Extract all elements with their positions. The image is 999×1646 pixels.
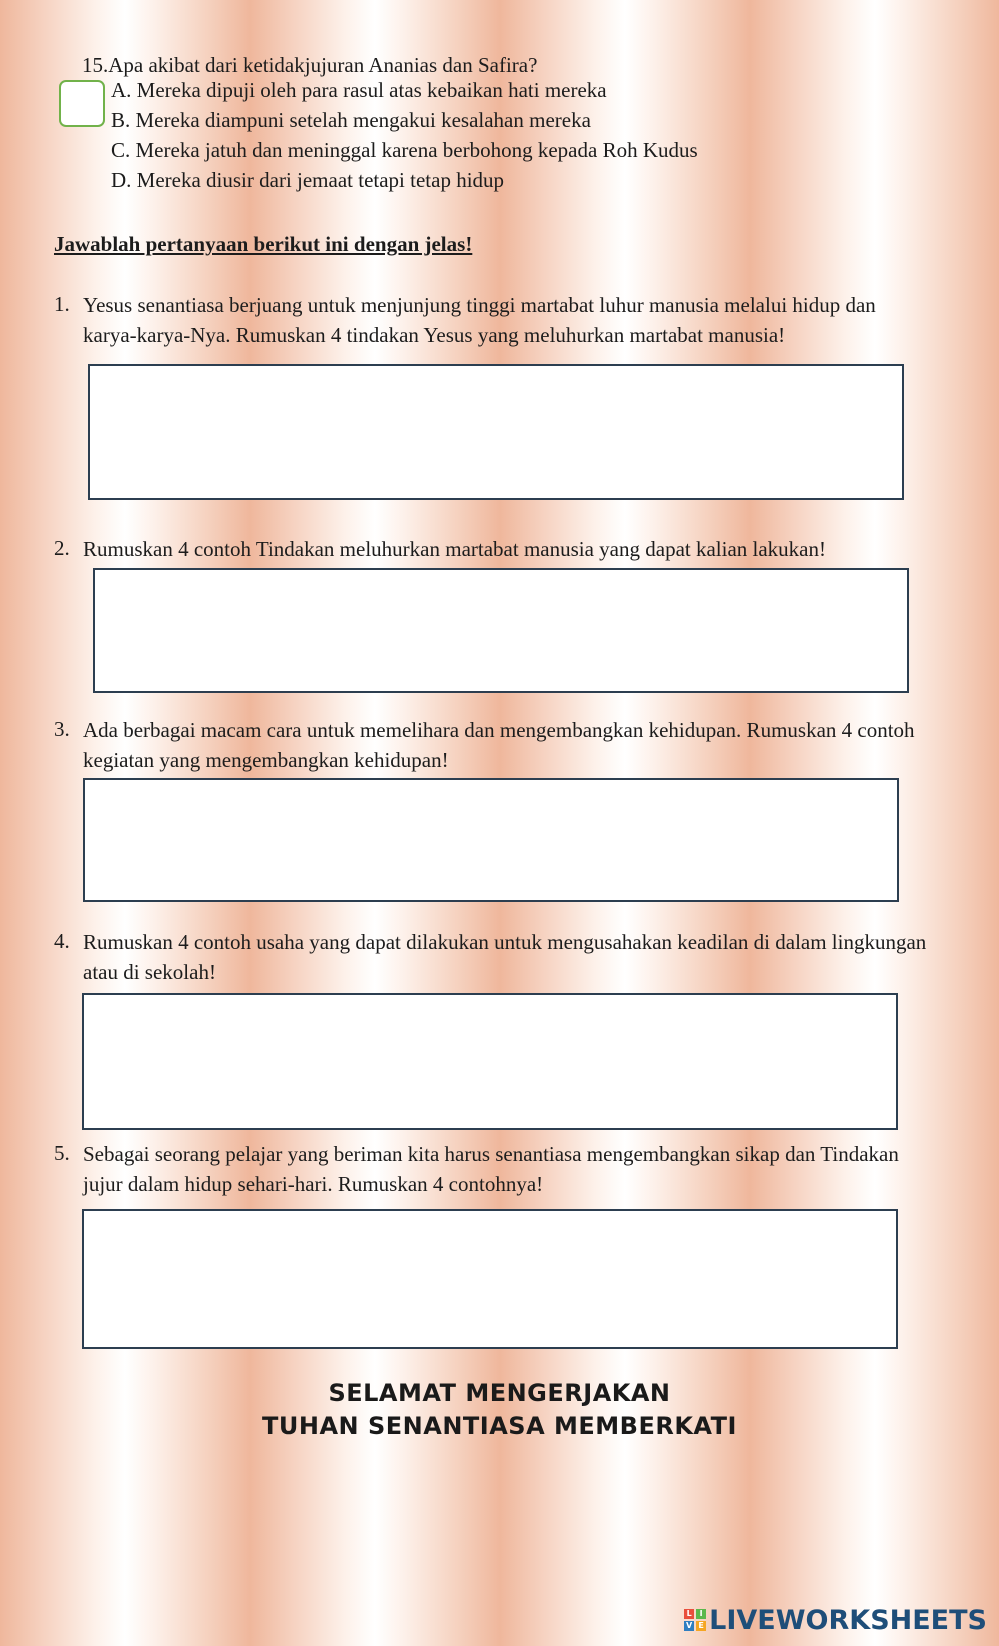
essay-2-answer-box[interactable] (93, 568, 909, 693)
essay-2-question: Rumuskan 4 contoh Tindakan meluhurkan martabat manusia yang dapat kalian lakukan! (83, 537, 826, 561)
essay-2-number: 2. (54, 536, 70, 560)
option-c: C. Mereka jatuh dan meninggal karena berbohong kepada Roh Kudus (111, 138, 698, 162)
essay-5-answer-box[interactable] (82, 1209, 898, 1349)
essay-1-number: 1. (54, 292, 70, 316)
option-b: B. Mereka diampuni setelah mengakui kesalahan mereka (111, 108, 591, 132)
option-d: D. Mereka diusir dari jemaat tetapi tetap hidup (111, 168, 505, 192)
question-15-stem: 15.Apa akibat dari ketidakjujuran Ananias dan Safira? (82, 53, 538, 77)
logo-letter-l: L (684, 1609, 694, 1619)
essay-1-answer-box[interactable] (88, 364, 904, 500)
essay-3-number: 3. (54, 717, 70, 741)
liveworksheets-brand-name: LIVEWORKSHEETS (709, 1604, 987, 1636)
essay-4-question: Rumuskan 4 contoh usaha yang dapat dilakukan untuk mengusahakan keadilan di dalam lingkungan atau di sekolah! (83, 930, 927, 984)
essay-1-question: Yesus senantiasa berjuang untuk menjunjung tinggi martabat luhur manusia melalui hidup dan karya-karya-Nya. Rumuskan 4 tindakan Yesus yang meluhurkan martabat manusia! (83, 293, 876, 347)
option-a: A. Mereka dipuji oleh para rasul atas kebaikan hati mereka (111, 78, 607, 102)
essay-5-number: 5. (54, 1141, 70, 1165)
liveworksheets-logo[interactable] (684, 1604, 987, 1636)
essay-instruction: Jawablah pertanyaan berikut ini dengan jelas! (54, 232, 473, 256)
logo-letter-i: I (696, 1609, 706, 1619)
liveworksheets-logo-icon (684, 1609, 706, 1631)
closing-line-2: TUHAN SENANTIASA MEMBERKATI (262, 1412, 737, 1440)
closing-line-1: SELAMAT MENGERJAKAN (328, 1379, 671, 1407)
answer-input-15[interactable] (59, 80, 105, 127)
essay-3-answer-box[interactable] (83, 778, 899, 902)
logo-letter-v: V (686, 1621, 693, 1630)
essay-4-number: 4. (54, 929, 70, 953)
logo-letter-e: E (696, 1621, 706, 1631)
essay-4-answer-box[interactable] (82, 993, 898, 1130)
essay-3-question: Ada berbagai macam cara untuk memelihara dan mengembangkan kehidupan. Rumuskan 4 contoh kegiatan yang mengembangkan kehidupan! (83, 718, 915, 772)
essay-5-question: Sebagai seorang pelajar yang beriman kita harus senantiasa mengembangkan sikap dan Tindakan jujur dalam hidup sehari-hari. Rumuskan 4 contohnya! (83, 1142, 899, 1196)
